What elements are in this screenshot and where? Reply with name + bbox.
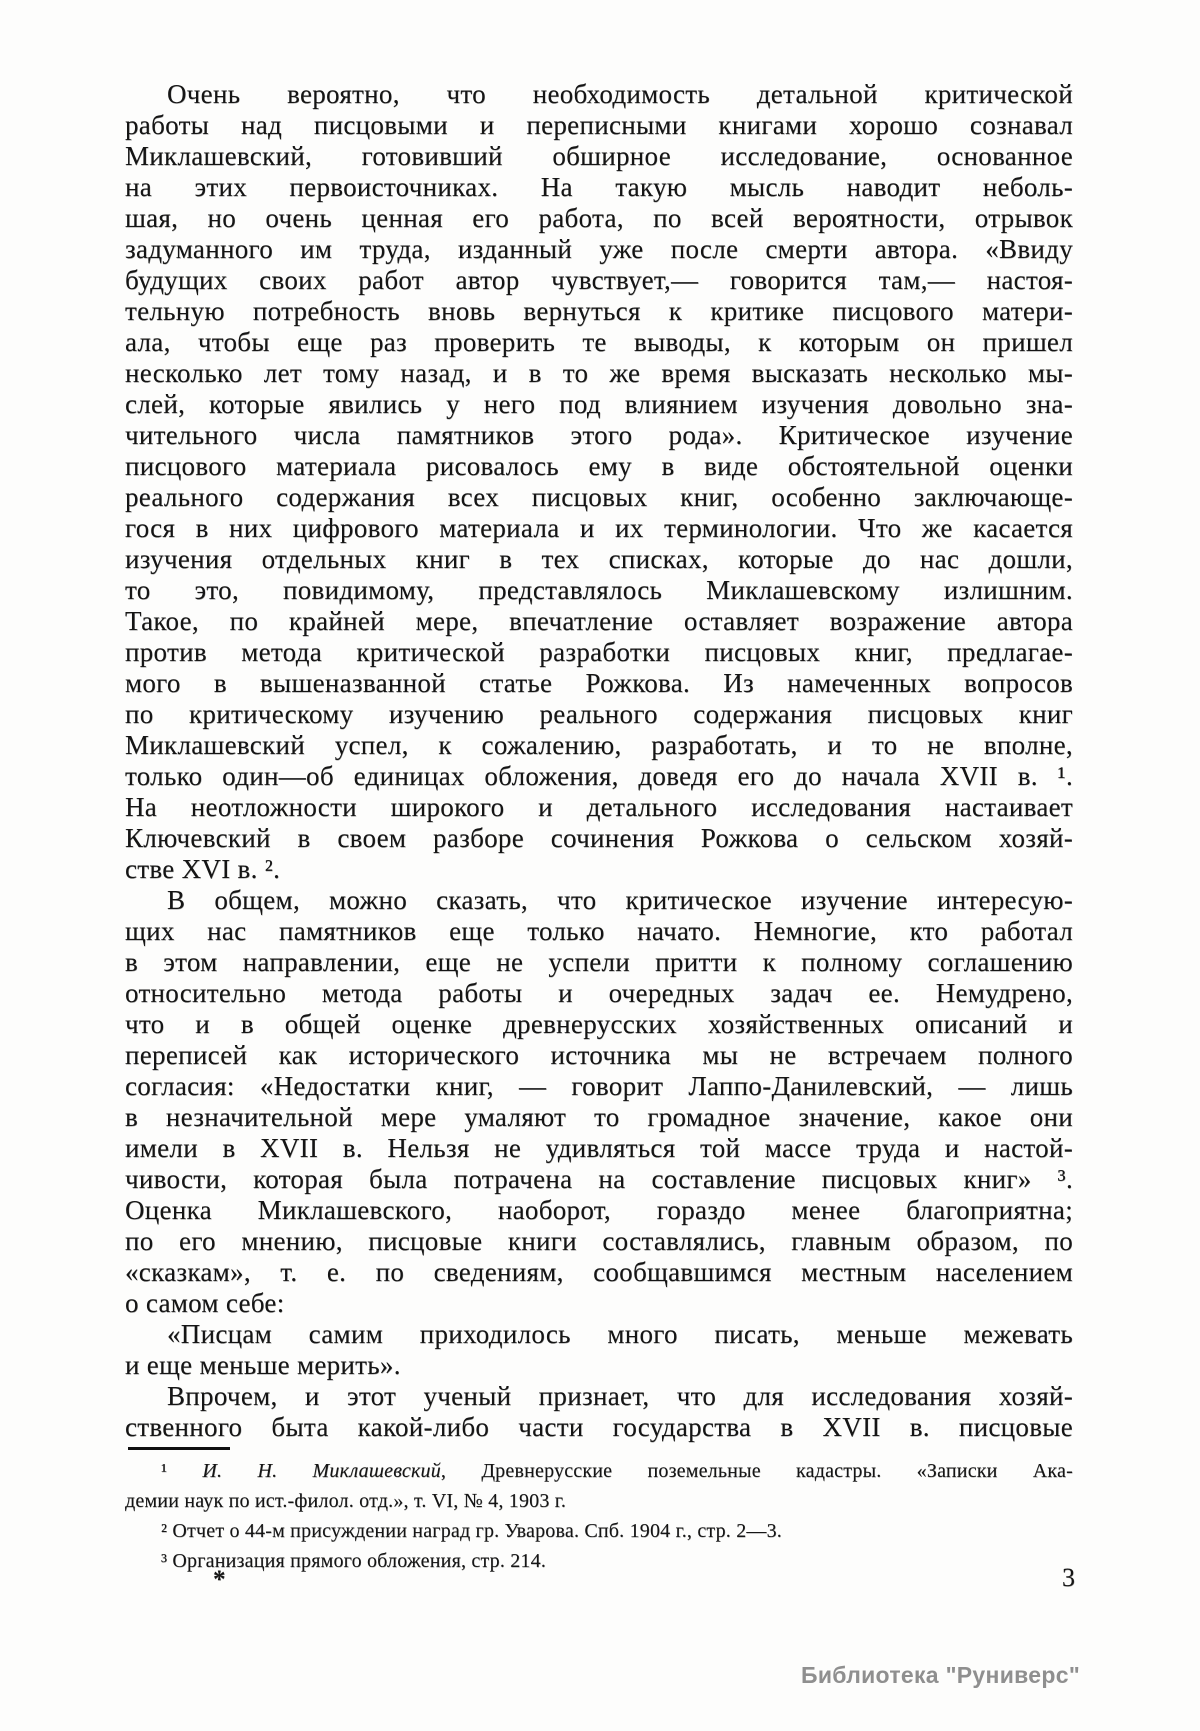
text-line: по критическому изучению реального содержания писцовых книг: [125, 699, 1073, 729]
text-line: В общем, можно сказать, что критическое изучение интересую-: [167, 885, 1073, 915]
paragraph-4: [125, 1381, 1073, 1443]
text-line: Такое, по крайней мере, впечатление оставляет возражение автора: [125, 606, 1073, 636]
text-line: о самом себе:: [125, 1288, 285, 1318]
text-line: и еще меньше мерить».: [125, 1350, 401, 1380]
text-line: задуманного им труда, изданный уже после смерти автора. «Ввиду: [125, 234, 1073, 264]
text-line: «Писцам самим приходилось много писать, меньше межевать: [167, 1319, 1073, 1349]
text-line: писцового материала рисовалось ему в виде обстоятельной оценки: [125, 451, 1073, 481]
footnote-author-name: И. Н. Миклашевский: [202, 1460, 441, 1482]
text-line: по его мнению, писцовые книги составлялись, главным образом, по: [125, 1226, 1073, 1256]
text-line: слей, которые явились у него под влиянием изучения довольно зна-: [125, 389, 1073, 419]
text-line: на этих первоисточниках. На такую мысль наводит неболь-: [125, 172, 1073, 202]
text-line: переписей как исторического источника мы не встречаем полного: [125, 1040, 1073, 1070]
text-line: гося в них цифрового материала и их терминологии. Что же касается: [125, 513, 1073, 543]
text-line: несколько лет тому назад, и в то же время высказать несколько мы-: [125, 358, 1073, 388]
text-line: Оценка Миклашевского, наоборот, гораздо менее благоприятна;: [125, 1195, 1073, 1225]
footnote-separator-rule: [128, 1447, 230, 1450]
text-line: На неотложности широкого и детального исследования настаивает: [125, 792, 1073, 822]
text-line: в незначительной мере умаляют то громадное значение, какое они: [125, 1102, 1073, 1132]
footnote-line: [125, 1486, 1073, 1516]
text-line: в этом направлении, еще не успели притти к полному соглашению: [125, 947, 1073, 977]
library-watermark: Библиотека "Руниверс": [801, 1662, 1081, 1688]
footnote-line: [125, 1546, 1073, 1576]
text-line: относительно метода работы и очередных задач ее. Немудрено,: [125, 978, 1073, 1008]
text-line: Очень вероятно, что необходимость детальной критической: [167, 79, 1073, 109]
text-line: ственного быта какой-либо части государства в XVII в. писцовые: [125, 1412, 1073, 1442]
text-line: против метода критической разработки писцовых книг, предлагае-: [125, 637, 1073, 667]
text-block: [125, 79, 1073, 1443]
text-line: Миклашевский успел, к сожалению, разработать, и то не вполне,: [125, 730, 1073, 760]
text-line: чивости, которая была потрачена на составление писцовых книг» ³.: [125, 1164, 1073, 1194]
text-line: ала, чтобы еще раз проверить те выводы, к которым он пришел: [125, 327, 1073, 357]
page-number: 3: [1062, 1563, 1075, 1592]
text-line: реального содержания всех писцовых книг, особенно заключающе-: [125, 482, 1073, 512]
text-line: «сказкам», т. е. по сведениям, сообщавшимся местным населением: [125, 1257, 1073, 1287]
paragraph-1: [125, 79, 1073, 885]
text-line: Впрочем, и этот ученый признает, что для исследования хозяй-: [167, 1381, 1073, 1411]
text-line: изучения отдельных книг в тех списках, которые до нас дошли,: [125, 544, 1073, 574]
text-line: только один—об единицах обложения, доведя его до начала XVII в. ¹.: [125, 761, 1073, 791]
text-line: работы над писцовыми и переписными книгами хорошо сознавал: [125, 110, 1073, 140]
text-line: чительного числа памятников этого рода». Критическое изучение: [125, 420, 1073, 450]
text-line: то это, повидимому, представлялось Миклашевскому излишним.: [125, 575, 1073, 605]
text-line: будущих своих работ автор чувствует,— говорится там,— настоя-: [125, 265, 1073, 295]
footnote-text: ² Отчет о 44-м присуждении наград гр. Уварова. Спб. 1904 г., стр. 2—3.: [161, 1520, 782, 1542]
text-line: стве XVI в. ².: [125, 854, 281, 884]
footnote-item: [125, 1546, 1073, 1576]
footnotes-block: [125, 1456, 1073, 1576]
footnote-text: ¹: [161, 1460, 203, 1482]
footnote-line: [125, 1516, 1073, 1546]
footnote-item: [125, 1516, 1073, 1546]
text-line: шая, но очень ценная его работа, по всей вероятности, отрывок: [125, 203, 1073, 233]
footnote-item: [125, 1456, 1073, 1516]
footnote-text: , Древнерусские поземельные кадастры. «Записки Ака-: [440, 1460, 1073, 1482]
text-line: имели в XVII в. Нельзя не удивляться той массе труда и настой-: [125, 1133, 1073, 1163]
text-line: тельную потребность вновь вернуться к критике писцового матери-: [125, 296, 1073, 326]
footnote-text: демии наук по ист.-филол. отд.», т. VI, № 4, 1903 г.: [125, 1490, 567, 1512]
text-line: согласия: «Недостатки книг, — говорит Лаппо-Данилевский, — лишь: [125, 1071, 1073, 1101]
text-line: Ключевский в своем разборе сочинения Рожкова о сельском хозяй-: [125, 823, 1073, 853]
quote-paragraph: [125, 1319, 1073, 1381]
paragraph-2: [125, 885, 1073, 1319]
text-line: Миклашевский, готовивший обширное исследование, основанное: [125, 141, 1073, 171]
text-line: что и в общей оценке древнерусских хозяйственных описаний и: [125, 1009, 1073, 1039]
footnote-text: ³ Организация прямого обложения, стр. 214.: [161, 1550, 547, 1572]
text-line: мого в вышеназванной статье Рожкова. Из намеченных вопросов: [125, 668, 1073, 698]
footnote-line: [125, 1456, 1073, 1486]
text-line: щих нас памятников еще только начато. Немногие, кто работал: [125, 916, 1073, 946]
signature-mark: *: [213, 1566, 226, 1593]
